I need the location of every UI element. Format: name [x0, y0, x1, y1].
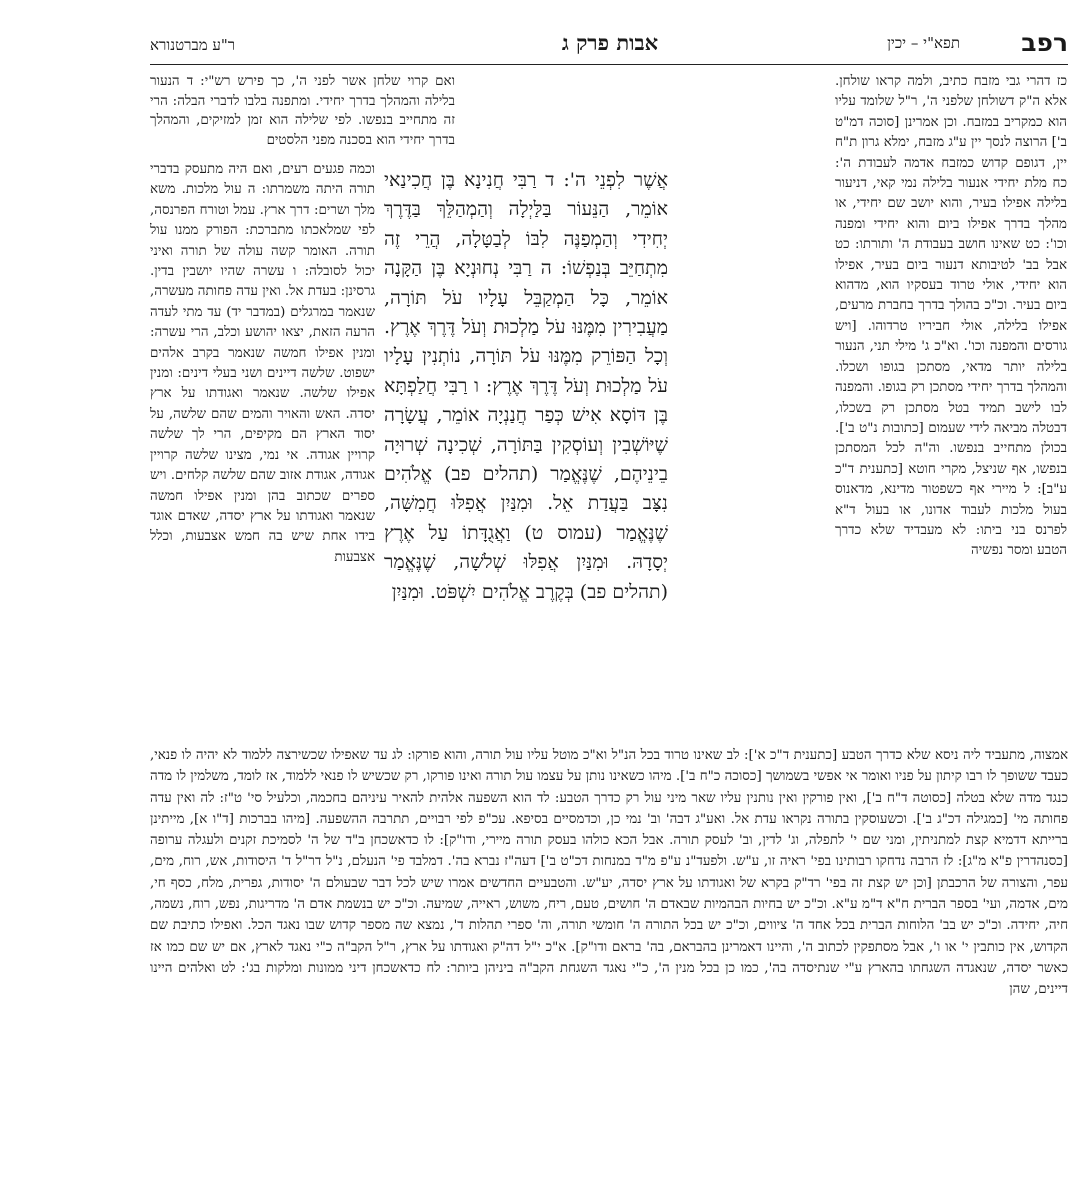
commentator-name: ר"ע מברטנורא: [150, 36, 236, 54]
page-number: רפב: [1021, 28, 1068, 57]
commentary-range: תפא"י – יכין: [887, 34, 960, 52]
yachin-commentary-bottom: אמצוה, מתעביד ליה ניסא שלא כדרך הטבע [כתענית ד"כ א']: לב שאינו טרוד בכל הנ"ל וא"כ מוטל עליו עול תורה, והוא פורקו: לג עד שאפילו שכשירצה ללמוד לא יהיה לו פנאי, כעבד ששופך לו רבו קיתון על פניו ואומר אי אפשי בשמושך [כסוכה כ"ח ב']. מיהו כשאינו נותן על עצמו עול תורה ואינו פורקו, רק שכשיש לו פנאי ללמוד, אז לומד, משלמין לו מדה כנגד מדה שלא בטלה [כסוטה ד"ח ב'], ואין פורקין ואין נותנין עליו שאר מיני עול רק כדרך הטבע: לד הוא השפעה אלהית להאיר עיניהם בחכמה, וכלעיל סי' ט"ז: לה ואין עדה פחותה מי' [כמגילה דכ"ג ב']. וכשעוסקין בתורה נקראו עדת אל. ואע"ג דבה' וב' נמי כן, וכדמסיים בסיפא. עכ"פ לפי רבויים, תתרבה ההשפעה. [מיהו בברכות [ד"ו א], מייתינן ברייתא דדמיא קצת למתניתין, ומני שם י' לתפלה, וג' לדין, וב' לעסק תורה. אבל הכא כולהו בעסק תורה מיירי, ודו"ק]: לו כדאשכחן ב"ד של ה' לסמיכת זקנים ולעגלה ערופה [כסנהדרין פ"א מ"ג]: לז הרבה נדחקו רבותינו בפי' ראיה זו, ע"ש. ולפעד"נ ע"פ מ"ד במנחות דכ"ט ב'] דעה"ז נברא בה'. דמלבד פי' הנעלם, נ"ל דר"ל ד' היסודות, אש, רוח, מים, עפר, והצורה של הרכבתן [וכן יש קצת זה בפי' רד"ק בקרא של ואגודתו על ארץ יסדה, יע"ש. והטבעיים החדשים אמרו שיש לכל דבר שבעולם ה' יסודות, גפרית, מלח, כסף חי, מים, אדמה, ועי' בספר הברית ח"א ד"מ ע"א. וכ"כ יש בחיות הבהמיות שבאדם ה' חושים, טעם, ריח, משוש, ראייה, שמיעה. וכ"כ יש בנשמת אדם ה' מדריגות, נפש, רוח, נשמה, חיה, יחידה. וכ"כ יש בב' הלוחות הברית בכל אחד ה' ציווים, וכ"כ יש בכל התורה ה' חומשי תורה, וה' ספרי תהלות ד', נמצא שה מספר קדוש שבו נאגד הכל. ואפילו כתיבת שם הקדוש, אין כותבין י' או ו', אבל מסתפקין לכתוב ה', והיינו דאמרינן בהבראם, בה' בראם ודו"ק]. א"כ י"ל דה"ק ואגודתו על ארץ, ר"ל הקב"ה כ"י נאגד לארץ, אם יש שם כמו אז כאשר יסדה, שנאגדה השגחתו בהארץ ע"י שנתיסדה בה', כמו כן בכל מנין ה', כ"י נאגד השגחת הקב"ה ביניהן ביותר: לח כדאשכחן דיני ממונות ומלקות בג': לט ואלהים היינו דיינים, שהן: [150, 748, 1068, 998]
yachin-commentary-column: כז דהרי גבי מזבח כתיב, ולמה קראו שולחן. אלא ה"ק דשולחן שלפני ה', ר"ל שלומד עליו הוא כמקריב במזבח. וכן אמרינן [סוכה דמ"ט ב'] הרוצה לנסך יין ע"ג מזבח, ימלא גרון ת"ח יין, דגופם קדוש כמזבח אדמה לעבודת ה': כח מלת יחידי אנעור בלילה נמי קאי, דניעור בלילה אפילו בעיר, והוא יושב שם יחידי, או מהלך בדרך אפילו ביום והוא יחידי ומפנה וכו': כט שאינו חושב בעבודת ה' ותורתו: כט אבל בב' לטיבותא דנעור ביום בעיר, אפילו הוא יחידי, אולי טרוד בעסקיו הוא, מדהוא ביום בעיר. וכ"כ בהולך בדרך בחברת מרעים, אפילו בלילה, אולי חביריו טרדוהו. [ויש גורסים והמפנה וכו'. וא"כ ג' מילי תני, הנעור בלילה יותר מדאי, מסתכן בגופו ושכלו. והמהלך בדרך יחידי מסתכן רק בגופו. והמפנה לבו לישב תמיד בטל מסתכן רק בשכלו, דבטלה מביאה לידי שעמום [כתובות נ"ט ב']. בכולן מתחייב בנפשו. וה"ה לכל המסתכן בנפשו, אף שניצל, מקרי חוטא [כתענית ד"כ ע"ב]: ל מיירי אף כשפטור מדינא, מדאנוס בעול מלכות לעבוד אדונו, או בעול ד"א לפרנס בני ביתו: לא מעבדיד שלא כדרך הטבע ומסר נפשיה: [835, 74, 1067, 559]
chapter-title: אבות פרק ג: [561, 30, 659, 55]
mishnah-text: אֲשֶׁר לִפְנֵי ה': ד רַבִּי חֲנִינָא בֶּן חֲכִינַאי אוֹמֵר, הַנֵּעוֹר בַּלַּיְלָה וְהַמְהַלֵּךְ בַּדֶּרֶךְ יְחִידִי וְהַמְפַנֶּה לִבּוֹ לְבַטָּלָה, הֲרֵי זֶה מִתְחַיֵּב בְּנַפְשׁוֹ: ה רַבִּי נְחוּנְיָא בֶּן הַקָּנָה אוֹמֵר, כָּל הַמְקַבֵּל עָלָיו עֹל תּוֹרָה, מַעֲבִירִין מִמֶּנּוּ עֹל מַלְכוּת וְעֹל דֶּרֶךְ אֶרֶץ. וְכָל הַפּוֹרֵק מִמֶּנּוּ עֹל תּוֹרָה, נוֹתְנִין עָלָיו עֹל מַלְכוּת וְעֹל דֶּרֶךְ אֶרֶץ: ו רַבִּי חֲלַפְתָּא בֶּן דּוֹסָא אִישׁ כְּפַר חֲנַנְיָה אוֹמֵר, עֲשָׂרָה שֶׁיּוֹשְׁבִין וְעוֹסְקִין בַּתּוֹרָה, שְׁכִינָה שְׁרוּיָה בֵינֵיהֶם, שֶׁנֶּאֱמַר (תהלים פב) אֱלֹהִים נִצָּב בַּעֲדַת אֵל. וּמִנַּיִן אֲפִלּוּ חֲמִשָּׁה, שֶׁנֶּאֱמַר (עמוס ט) וַאֲגֻדָּתוֹ עַל אֶרֶץ יְסָדָהּ. וּמִנַּיִן אֲפִלּוּ שְׁלֹשָׁה, שֶׁנֶּאֱמַר (תהלים פב) בְּקֶרֶב אֱלֹהִים יִשְׁפֹּט. וּמִנַּיִן: [384, 169, 668, 603]
header-rule: [150, 64, 1068, 65]
running-header: [150, 28, 1068, 62]
bartenura-commentary-column: וכמה פגעים רעים, ואם היה מתעסק בדברי תורה היתה משמרתו: ה עול מלכות. משא מלך ושרים: דרך ארץ. עמל וטורח הפרנסה, לפי שמלאכתו מתברכת: הפורק ממנו עול תורה. האומר קשה עולה של תורה ואיני יכול לסובלה: ו עשרה שהיו יושבין בדין. גרסינן: בעדת אל. ואין עדה פחותה מעשרה, שנאמר במרגלים (במדבר יד) עד מתי לעדה הרעה הזאת, יצאו יהושע וכלב, הרי עשרה: ומנין אפילו חמשה שנאמר בקרב אלהים ישפוט. שלשה דיינים ושני בעלי דינים: ומנין אפילו שלשה. שנאמר ואגודתו על ארץ יסדה. האש והאויר והמים שהם שלשה, על יסוד הארץ הם מקיפים, הרי לך שלשה קרויין אגודה. אי נמי, מצינו שלשה קרויין אגודה, אגודת אזוב שהם שלשה קלחים. ויש ספרים שכתוב בהן ומנין אפילו חמשה שנאמר ואגודתו על ארץ יסדה, שאדם אוגד בידו אחת שיש בה חמש אצבעות, וכלל אצבעות: [150, 162, 375, 565]
bartenura-commentary-top: ואם קרוי שלחן אשר לפני ה', כך פירש רש"י: ד הנעור בלילה והמהלך בדרך יחידי. ומתפנה בלבו לדברי הבלה: הרי זה מתחייב בנפשו. לפי שלילה הוא זמן למזיקים, והמהלך בדרך יחידי הוא בסכנה מפני הלסטים: [150, 74, 455, 148]
